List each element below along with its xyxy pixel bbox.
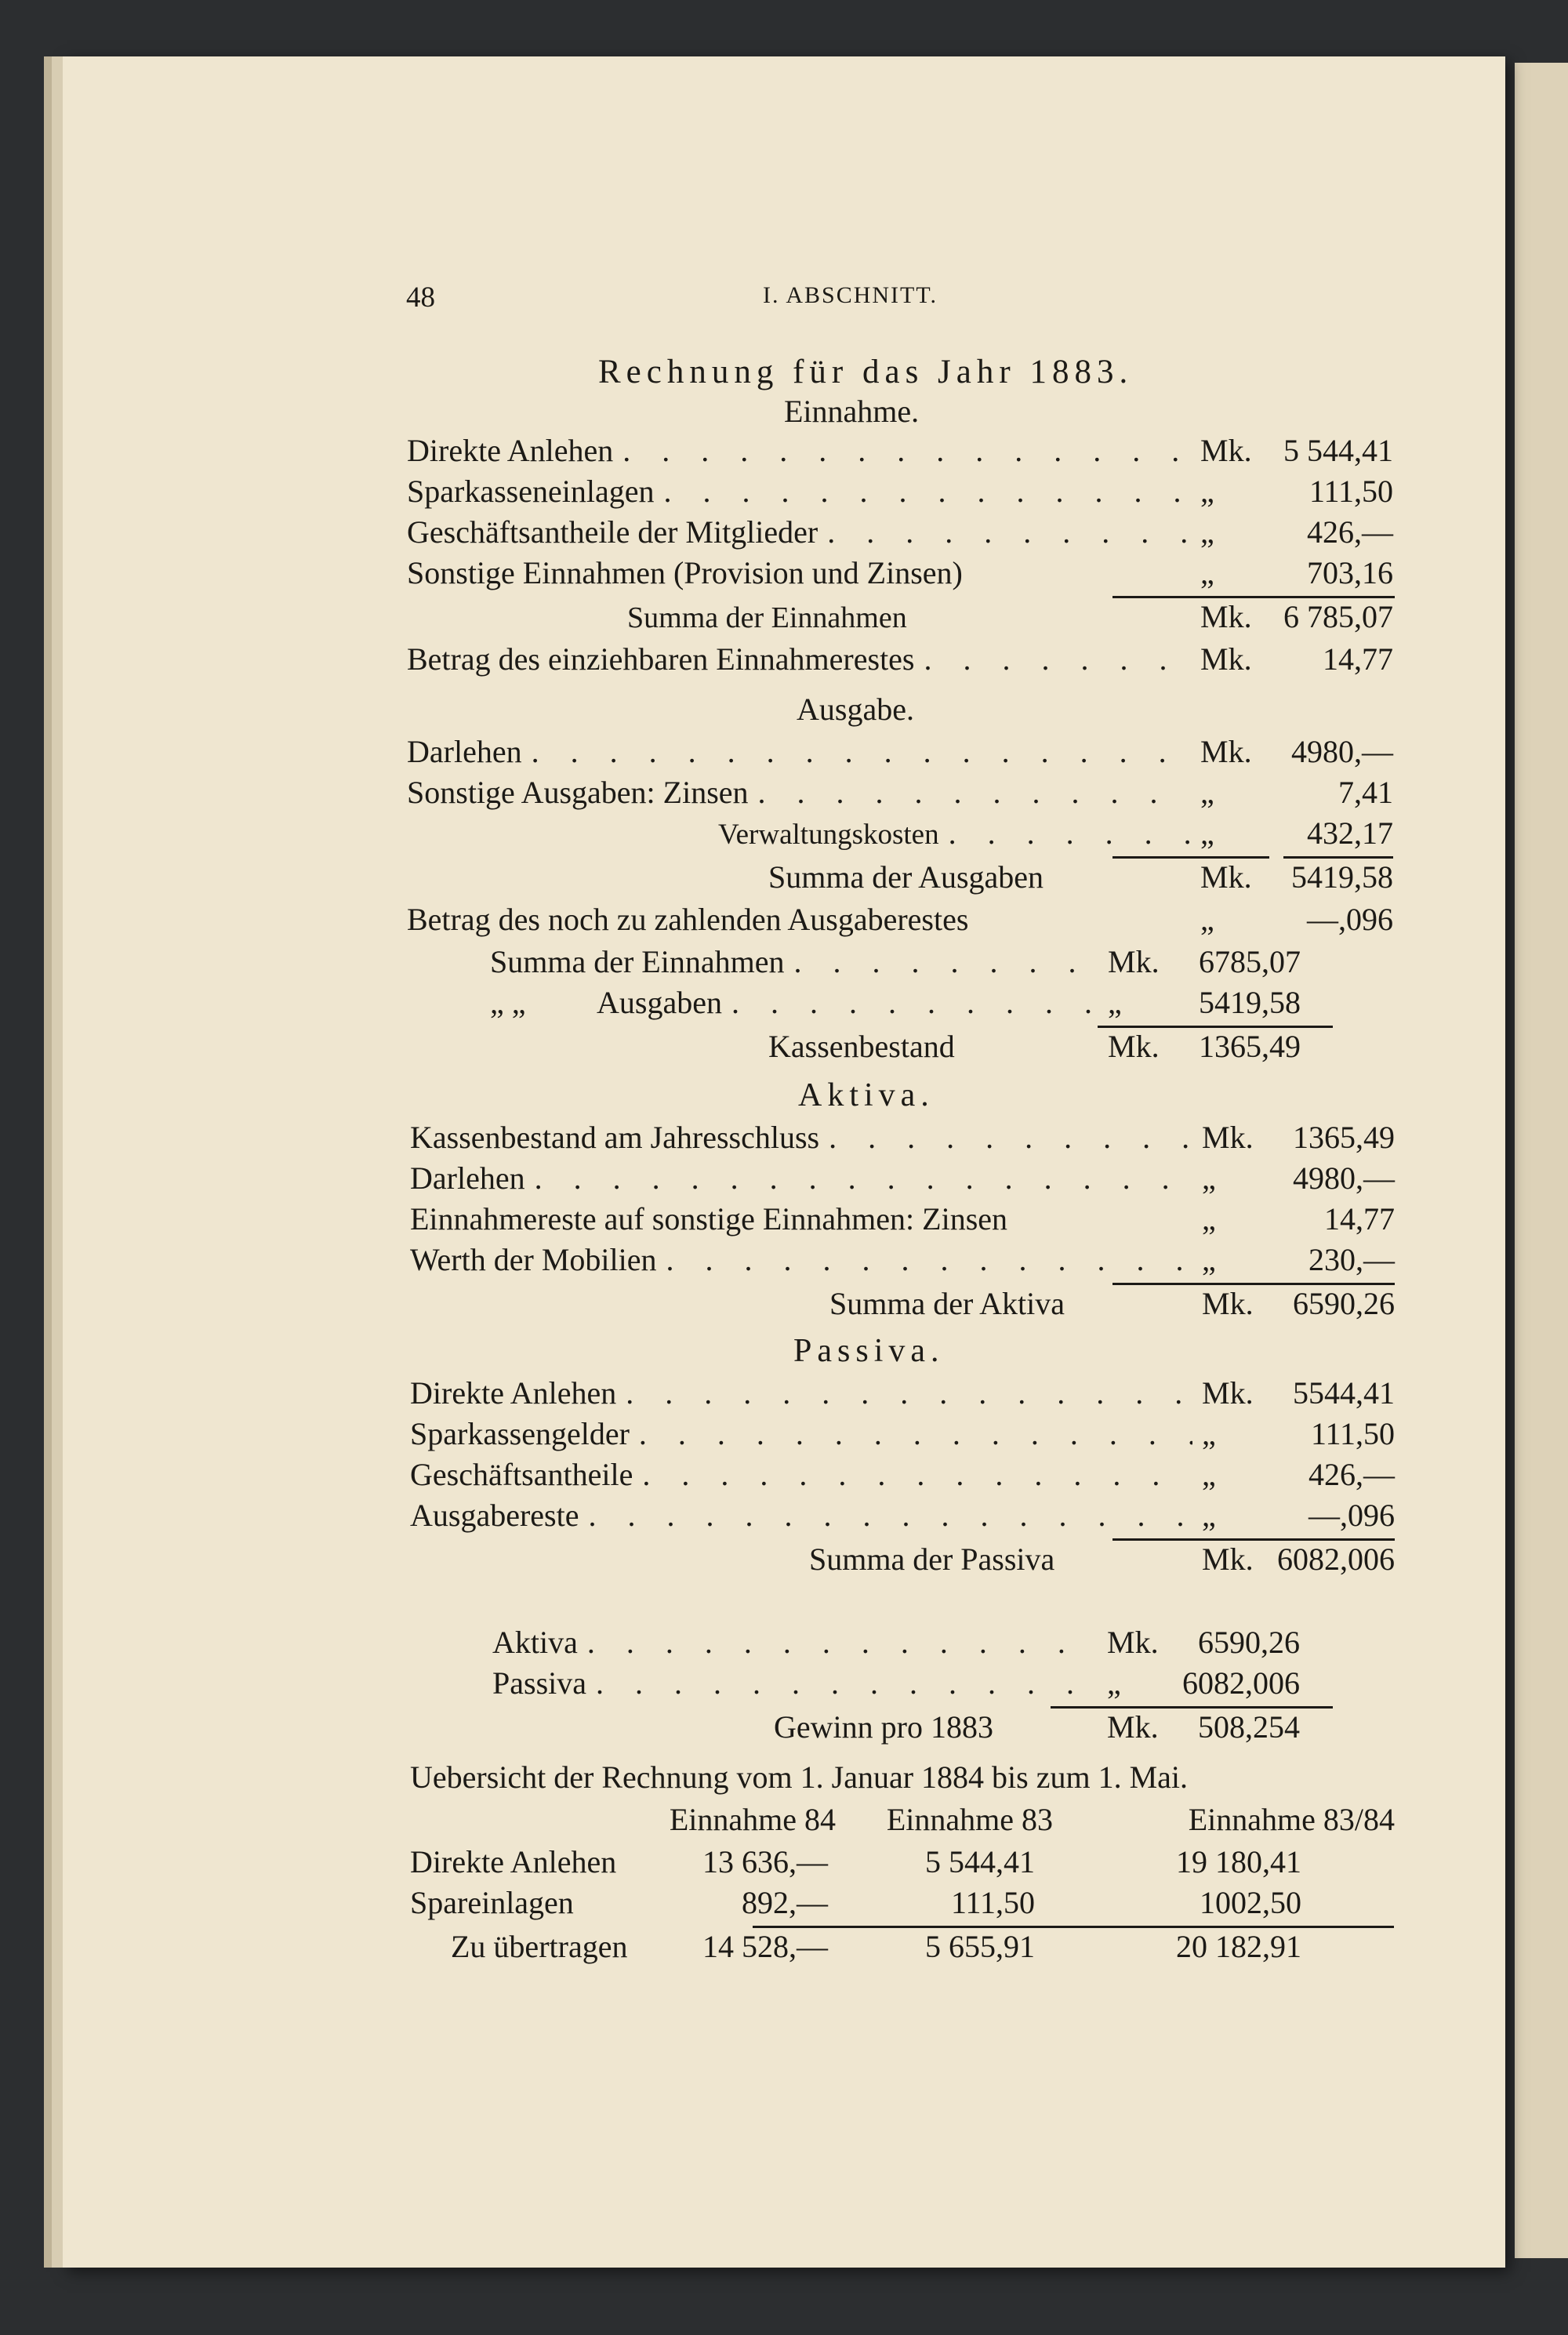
- currency: Mk.: [1202, 1120, 1254, 1155]
- uebersicht-cell: 13 636,—: [702, 1844, 828, 1879]
- einnahme-heading: Einnahme.: [784, 394, 920, 429]
- row-label: Ausgaben: [597, 985, 722, 1020]
- currency: Mk.: [1202, 1542, 1254, 1577]
- leader-dots: [639, 1414, 1192, 1454]
- passiva-row: [410, 1455, 1395, 1494]
- row-label: Betrag des noch zu zahlenden Ausgaberestes: [407, 902, 969, 937]
- row-label: Sparkassengelder: [410, 1416, 630, 1451]
- row-label: Geschäftsantheile der Mitglieder: [407, 514, 818, 550]
- total-label: Kassenbestand: [768, 1029, 955, 1064]
- currency: „: [1200, 815, 1214, 851]
- amount: 4980,—: [1291, 734, 1393, 769]
- kasse-total-row: [768, 1027, 1301, 1066]
- total-amount: 6590,26: [1293, 1286, 1395, 1321]
- currency: „: [1202, 1416, 1216, 1451]
- currency: Mk.: [1107, 1709, 1159, 1745]
- leader-dots: [731, 983, 1098, 1022]
- row-label: Ausgabereste: [410, 1498, 579, 1533]
- bilanz-total-row: [774, 1708, 1300, 1747]
- kasse-row: [490, 942, 1301, 982]
- leader-dots: [663, 472, 1191, 511]
- amount: 6082,006: [1182, 1665, 1300, 1701]
- leader-dots: [827, 513, 1191, 552]
- column-header: Einnahme 83/84: [1188, 1802, 1395, 1837]
- row-label: Direkte Anlehen: [407, 433, 614, 468]
- einnahme-total-row: [627, 597, 1393, 637]
- ausgabe-heading: Ausgabe.: [797, 692, 914, 727]
- amount: 111,50: [1308, 474, 1393, 509]
- einnahme-row: [407, 554, 1393, 593]
- amount: 426,—: [1308, 1457, 1395, 1492]
- currency: Mk.: [1108, 1029, 1160, 1064]
- row-label: Darlehen: [407, 734, 522, 769]
- amount: 432,17: [1307, 815, 1393, 851]
- currency: Mk.: [1107, 1625, 1159, 1660]
- uebersicht-cell: 20 182,91: [1176, 1929, 1301, 1964]
- uebersicht-cell: 5 655,91: [925, 1929, 1035, 1964]
- currency: „: [1202, 1201, 1216, 1236]
- total-amount: 508,254: [1198, 1709, 1300, 1745]
- currency: „: [1200, 474, 1214, 509]
- uebersicht-cell: 14 528,—: [702, 1929, 828, 1964]
- ditto-marks: „ „: [490, 985, 526, 1020]
- amount: —,096: [1307, 902, 1393, 937]
- currency: „: [1200, 902, 1214, 937]
- currency: Mk.: [1202, 1286, 1254, 1321]
- amount: 111,50: [1310, 1416, 1395, 1451]
- total-label: Summa der Ausgaben: [768, 859, 1044, 895]
- leader-dots: [626, 1374, 1192, 1413]
- currency: Mk.: [1200, 641, 1252, 677]
- leader-dots: [535, 1159, 1192, 1198]
- ausgabe-row: [407, 732, 1393, 772]
- currency: Mk.: [1202, 1375, 1254, 1411]
- aktiva-row: [410, 1159, 1395, 1198]
- bilanz-row: [492, 1664, 1300, 1703]
- leader-dots: [588, 1496, 1192, 1535]
- leader-dots: [758, 773, 1191, 812]
- total-amount: 6082,006: [1277, 1542, 1395, 1577]
- amount: 6590,26: [1198, 1625, 1300, 1660]
- aktiva-row: [410, 1118, 1395, 1157]
- uebersicht-row-label: Spareinlagen: [410, 1885, 574, 1920]
- amount: 5 544,41: [1283, 433, 1393, 468]
- uebersicht-cell: 19 180,41: [1176, 1844, 1301, 1879]
- aktiva-heading: Aktiva.: [798, 1077, 935, 1113]
- amount: —,096: [1308, 1498, 1395, 1533]
- ausgabe-row: [718, 814, 1393, 855]
- row-label: Einnahmereste auf sonstige Einnahmen: Zinsen: [410, 1201, 1008, 1236]
- uebersicht-cell: 892,—: [742, 1885, 828, 1920]
- row-label: Werth der Mobilien: [410, 1242, 657, 1277]
- row-label: Geschäftsantheile: [410, 1457, 633, 1492]
- row-label: Verwaltungskosten: [718, 819, 939, 851]
- total-amount: 5419,58: [1291, 859, 1393, 895]
- uebersicht-title: Uebersicht der Rechnung vom 1. Januar 1884 bis zum 1. Mai.: [410, 1759, 1189, 1795]
- currency: „: [1202, 1160, 1216, 1196]
- amount: 7,41: [1338, 775, 1393, 810]
- bilanz-row: [492, 1623, 1300, 1662]
- leader-dots: [793, 942, 1098, 982]
- amount: 230,—: [1308, 1242, 1395, 1277]
- currency: „: [1200, 514, 1214, 550]
- aktiva-total-row: [829, 1284, 1395, 1324]
- ausgabe-rest-row: [407, 900, 1393, 939]
- row-label: Passiva: [492, 1665, 586, 1701]
- einnahme-row: [407, 431, 1393, 470]
- currency: Mk.: [1200, 599, 1252, 634]
- einnahme-row: [407, 472, 1393, 511]
- uebersicht-row-label: Direkte Anlehen: [410, 1844, 617, 1879]
- row-label: Sonstige Ausgaben: Zinsen: [407, 775, 749, 810]
- column-header: Einnahme 83: [886, 1802, 1053, 1837]
- uebersicht-cell: 1002,50: [1200, 1885, 1301, 1920]
- leader-dots: [949, 814, 1191, 853]
- uebersicht-row-label: Zu übertragen: [451, 1929, 628, 1964]
- amount: 703,16: [1307, 555, 1393, 590]
- row-label: Sparkasseneinlagen: [407, 474, 655, 509]
- aktiva-row: [410, 1240, 1395, 1280]
- currency: Mk.: [1200, 433, 1252, 468]
- currency: Mk.: [1200, 734, 1252, 769]
- amount: 1365,49: [1293, 1120, 1395, 1155]
- currency: „: [1108, 985, 1122, 1020]
- leader-dots: [666, 1240, 1192, 1280]
- leader-dots: [622, 431, 1191, 470]
- aktiva-row: [410, 1200, 1395, 1239]
- einnahme-rest-row: [407, 640, 1393, 679]
- total-label: Summa der Passiva: [809, 1542, 1055, 1577]
- row-label: Sonstige Einnahmen (Provision und Zinsen): [407, 555, 963, 590]
- row-label: Darlehen: [410, 1160, 525, 1196]
- amount: 5419,58: [1199, 985, 1301, 1020]
- column-header: Einnahme 84: [669, 1802, 836, 1837]
- currency: „: [1107, 1665, 1121, 1701]
- row-label: Betrag des einziehbaren Einnahmerestes: [407, 641, 915, 677]
- leader-dots: [532, 732, 1191, 772]
- row-label: Aktiva: [492, 1625, 578, 1660]
- passiva-row: [410, 1496, 1395, 1535]
- currency: „: [1200, 555, 1214, 590]
- passiva-total-row: [809, 1540, 1395, 1579]
- uebersicht-cell: 111,50: [950, 1885, 1035, 1920]
- row-label: Summa der Einnahmen: [490, 944, 785, 979]
- einnahme-row: [407, 513, 1393, 552]
- kasse-row: [490, 983, 1301, 1022]
- page-number: 48: [406, 281, 435, 314]
- currency: „: [1202, 1457, 1216, 1492]
- page-title: Rechnung für das Jahr 1883.: [598, 354, 1134, 390]
- passiva-row: [410, 1374, 1395, 1413]
- currency: „: [1200, 775, 1214, 810]
- total-label: Gewinn pro 1883: [774, 1709, 993, 1745]
- leader-dots: [596, 1664, 1098, 1703]
- row-label: Direkte Anlehen: [410, 1375, 617, 1411]
- adjacent-page-edge: [1515, 63, 1568, 2258]
- ausgabe-total-row: [768, 858, 1393, 897]
- running-title: I. ABSCHNITT.: [763, 282, 938, 308]
- amount: 426,—: [1307, 514, 1393, 550]
- ausgabe-row: [407, 773, 1393, 812]
- currency: „: [1202, 1498, 1216, 1533]
- leader-dots: [829, 1118, 1192, 1157]
- total-amount: 1365,49: [1199, 1029, 1301, 1064]
- amount: 4980,—: [1293, 1160, 1395, 1196]
- total-label: Summa der Aktiva: [829, 1286, 1065, 1321]
- total-amount: 6 785,07: [1283, 599, 1393, 634]
- leader-dots: [587, 1623, 1098, 1662]
- leader-dots: [924, 640, 1192, 679]
- amount: 5544,41: [1293, 1375, 1395, 1411]
- amount: 6785,07: [1199, 944, 1301, 979]
- row-label: Kassenbestand am Jahresschluss: [410, 1120, 820, 1155]
- currency: Mk.: [1200, 859, 1252, 895]
- passiva-row: [410, 1414, 1395, 1454]
- leader-dots: [642, 1455, 1192, 1494]
- currency: Mk.: [1108, 944, 1160, 979]
- amount: 14,77: [1323, 641, 1393, 677]
- uebersicht-cell: 5 544,41: [925, 1844, 1035, 1879]
- book-page: [63, 56, 1505, 2268]
- total-label: Summa der Einnahmen: [627, 601, 907, 634]
- currency: „: [1202, 1242, 1216, 1277]
- amount: 14,77: [1324, 1201, 1395, 1236]
- passiva-heading: Passiva.: [793, 1333, 945, 1369]
